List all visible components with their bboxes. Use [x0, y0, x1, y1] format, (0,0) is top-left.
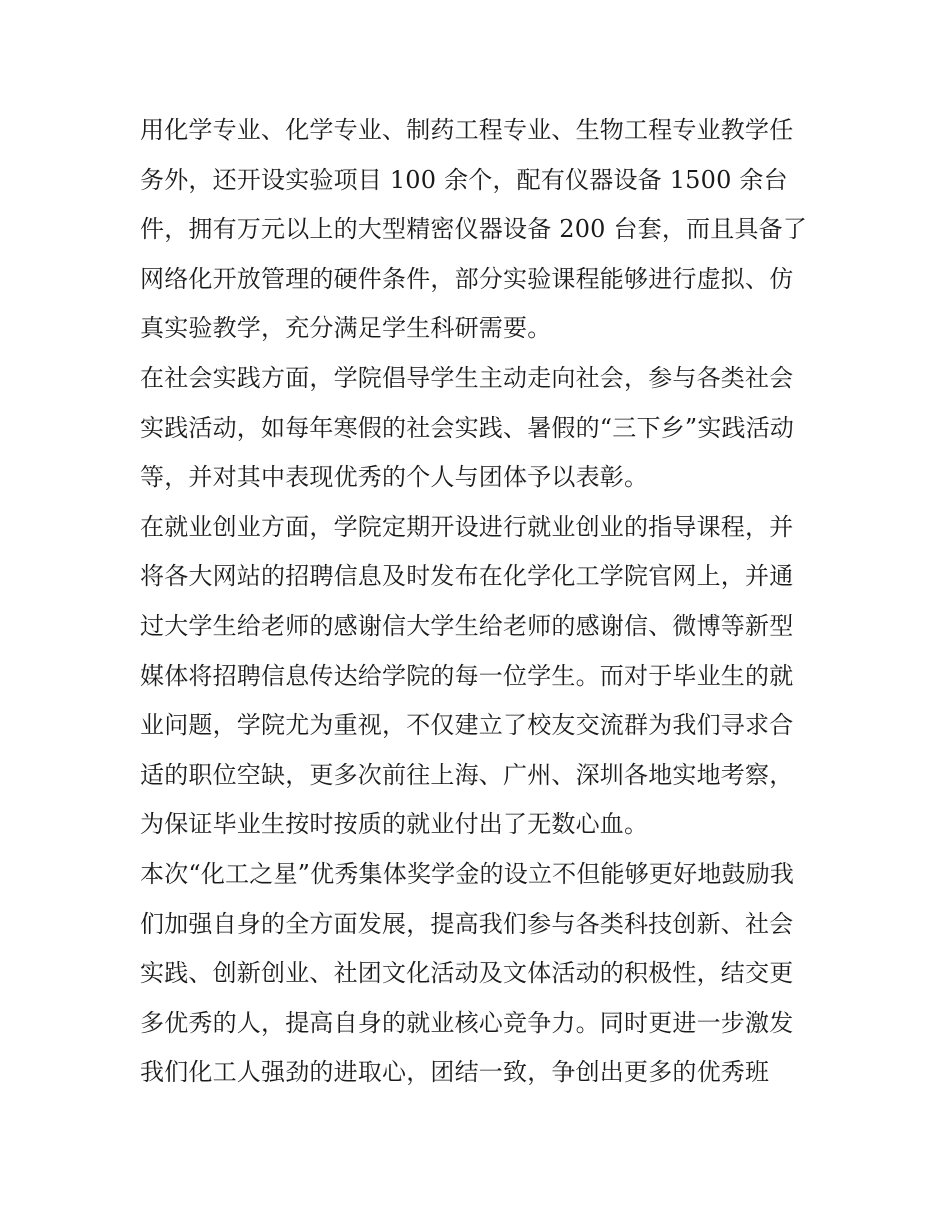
text-line: 多优秀的人，提高自身的就业核心竞争力。同时更进一步激发 — [140, 1008, 794, 1037]
text-line: 在社会实践方面，学院倡导学生主动走向社会，参与各类社会 — [140, 363, 794, 392]
text-line: 将各大网站的招聘信息及时发布在化学化工学院官网上，并通 — [140, 562, 794, 591]
text-line: 实践活动，如每年寒假的社会实践、暑假的“三下乡”实践活动 — [140, 413, 795, 442]
text-line: 为保证毕业生按时按质的就业付出了无数心血。 — [140, 810, 649, 839]
text-line: 用化学专业、化学专业、制药工程专业、生物工程专业教学任 — [140, 116, 794, 144]
text-line: 适的职位空缺，更多次前往上海、广州、深圳各地实地考察， — [140, 760, 794, 789]
text-line: 件，拥有万元以上的大型精密仪器设备 200 台套，而且具备了 — [140, 215, 808, 244]
text-line: 业问题，学院尤为重视，不仅建立了校友交流群为我们寻求合 — [140, 711, 794, 740]
text-line: 网络化开放管理的硬件条件，部分实验课程能够进行虚拟、仿 — [140, 264, 794, 293]
text-line: 实践、创新创业、社团文化活动及文体活动的积极性，结交更 — [140, 959, 794, 988]
text-line: 们加强自身的全方面发展，提高我们参与各类科技创新、社会 — [140, 909, 794, 938]
text-line: 等，并对其中表现优秀的个人与团体予以表彰。 — [140, 463, 649, 492]
document-body — [140, 106, 820, 1098]
text-line: 媒体将招聘信息传达给学院的每一位学生。而对于毕业生的就 — [140, 661, 794, 690]
text-line: 本次“化工之星”优秀集体奖学金的设立不但能够更好地鼓励我 — [140, 859, 795, 888]
text-line: 我们化工人强劲的进取心，团结一致，争创出更多的优秀班 — [140, 1058, 770, 1087]
text-line: 在就业创业方面，学院定期开设进行就业创业的指导课程，并 — [140, 512, 794, 541]
text-line: 真实验教学，充分满足学生科研需要。 — [140, 314, 552, 343]
text-line: 务外，还开设实验项目 100 余个，配有仪器设备 1500 余台 — [140, 165, 788, 194]
text-line: 过大学生给老师的感谢信大学生给老师的感谢信、微博等新型 — [140, 611, 794, 640]
